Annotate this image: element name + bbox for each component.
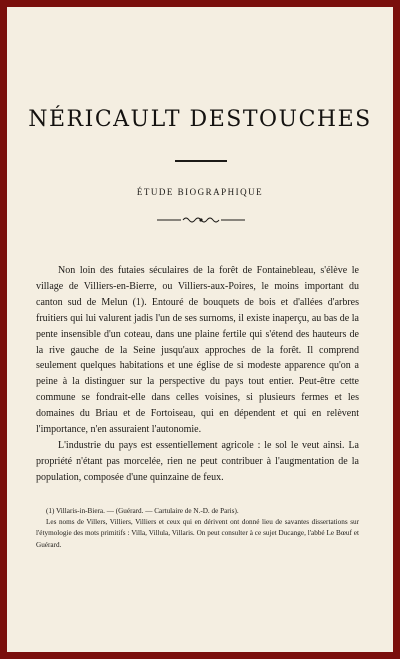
- page-title: NÉRICAULT DESTOUCHES: [28, 107, 372, 132]
- footnote-line: Les noms de Villers, Villiers, Villiers et ceux qui en dérivent ont donné lieu de savantes dissertations sur l'étymologie des mots primitifs : Villa, Villula, Villaris. On peut consulter à ce sujet Ducange, l'abbé Le Bœuf et Guérard.: [36, 518, 359, 549]
- page-subtitle: ÉTUDE BIOGRAPHIQUE: [136, 187, 264, 197]
- book-page: [7, 7, 393, 652]
- footnote: [36, 506, 359, 551]
- ornament-icon: [155, 213, 247, 227]
- paragraph: L'industrie du pays est essentiellement agricole : le sol le veut ainsi. La propriété n'étant pas morcelée, rien ne peut contribuer à l'augmentation de la population, composée d'une quinzaine de feux.: [36, 439, 359, 483]
- footnote-line: (1) Villaris-in-Biera. — (Guérard. — Cartulaire de N.-D. de Paris).: [46, 507, 239, 515]
- body-text: [36, 263, 359, 486]
- paragraph: Non loin des futaies séculaires de la forêt de Fontainebleau, s'élève le village de Villiers-en-Bierre, ou Villiers-aux-Poires, le moins important du canton sud de Melun (1). Entouré de bouquets de bois et d'allées d'arbres fruitiers qui lui valurent jadis l'un de ses surnoms, il existe inaperçu, au bas de la pente insensible d'un coteau, dans une plaine fertile qui s'étend des hauteurs de la rive gauche de la Seine jusqu'aux approches de la forêt. Il comprend seulement quelques habitations et une église de si modeste apparence qu'on a peine à la distinguer sur la perspective du pays tout entier. Peut-être cette commune se fondrait-elle dans celles voisines, si plusieurs fermes et les domaines du Briau et de Fortoiseau, qui en dépendent et qui en relèvent l'importance, n'en assuraient l'autonomie.: [36, 265, 359, 436]
- title-rule: [175, 160, 227, 162]
